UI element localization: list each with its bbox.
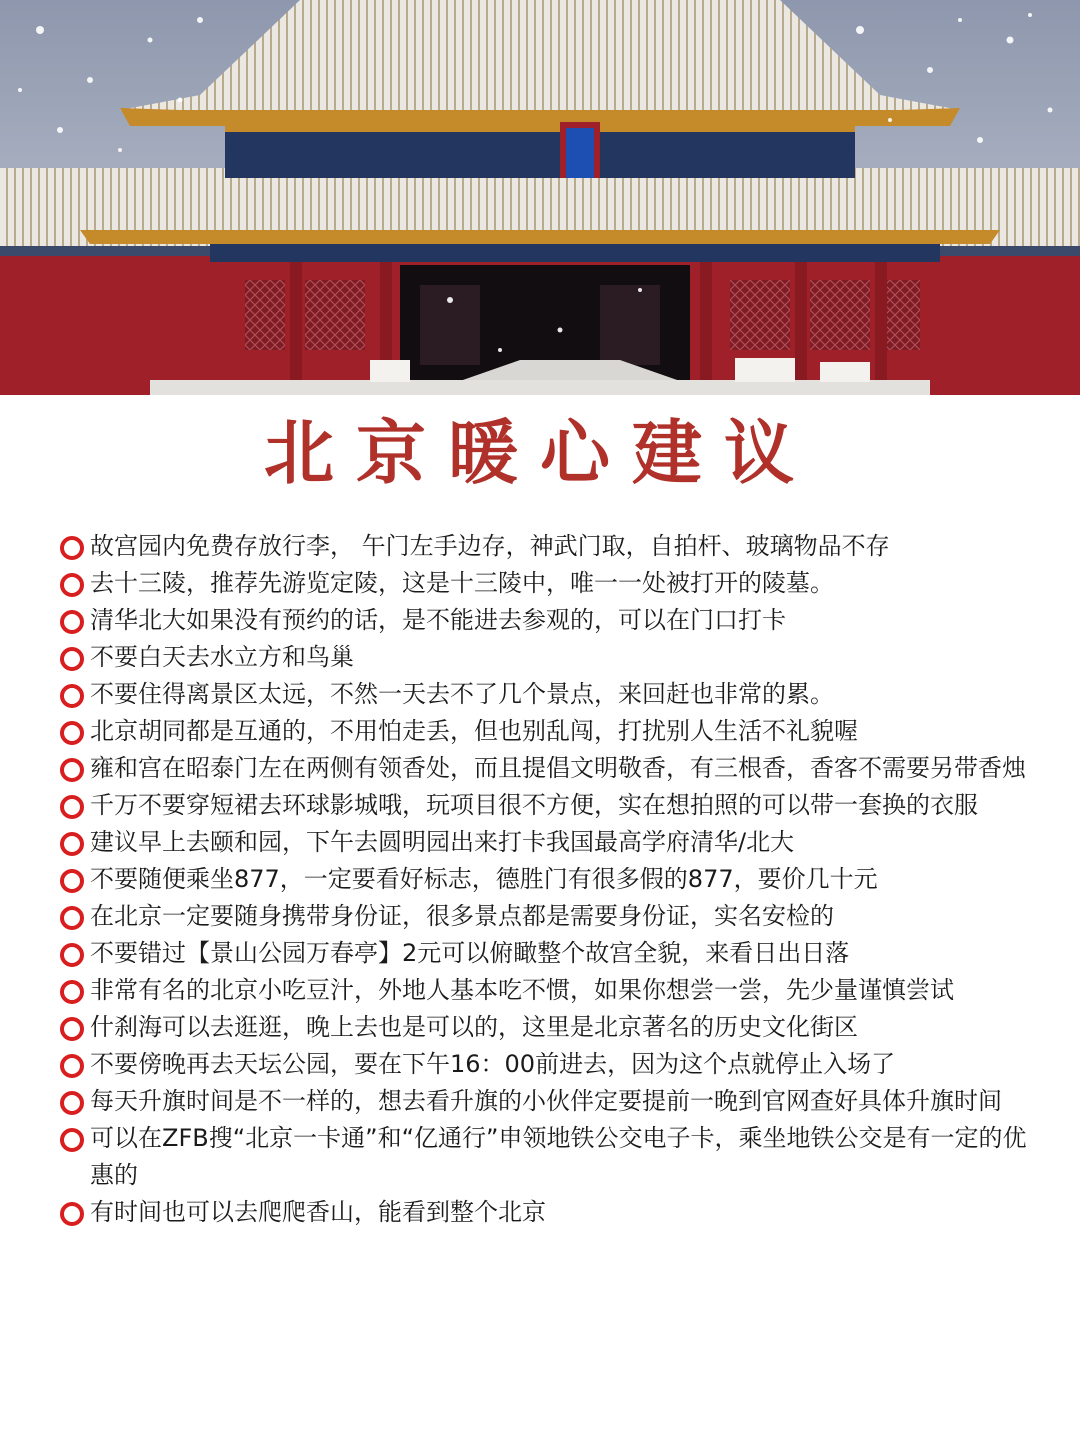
red-ring-icon (60, 832, 84, 856)
red-ring-icon (60, 758, 84, 782)
red-ring-icon (60, 536, 84, 560)
red-ring-icon (60, 943, 84, 967)
page-title: 北京暖心建议 (264, 412, 816, 494)
list-item: 不要错过【景山公园万春亭】2元可以俯瞰整个故宫全貌，来看日出日落 (58, 935, 1038, 972)
list-item: 什刹海可以去逛逛，晚上去也是可以的，这里是北京著名的历史文化街区 (58, 1009, 1038, 1046)
red-ring-icon (60, 869, 84, 893)
red-ring-icon (60, 795, 84, 819)
list-item: 有时间也可以去爬爬香山，能看到整个北京 (58, 1194, 1038, 1231)
list-item: 千万不要穿短裙去环球影城哦，玩项目很不方便，实在想拍照的可以带一套换的衣服 (58, 787, 1038, 824)
palace-illustration (0, 0, 1080, 395)
red-ring-icon (60, 1091, 84, 1115)
list-item: 不要傍晚再去天坛公园，要在下午16：00前进去，因为这个点就停止入场了 (58, 1046, 1038, 1083)
list-item: 雍和宫在昭泰门左在两侧有领香处，而且提倡文明敬香，有三根香，香客不需要另带香烛 (58, 750, 1038, 787)
list-item: 可以在ZFB搜“北京一卡通”和“亿通行”申领地铁公交电子卡，乘坐地铁公交是有一定的优惠的 (58, 1120, 1038, 1194)
red-ring-icon (60, 573, 84, 597)
list-item: 北京胡同都是互通的，不用怕走丢，但也别乱闯，打扰别人生活不礼貌喔 (58, 713, 1038, 750)
red-ring-icon (60, 647, 84, 671)
list-item: 非常有名的北京小吃豆汁，外地人基本吃不惯，如果你想尝一尝，先少量谨慎尝试 (58, 972, 1038, 1009)
red-ring-icon (60, 684, 84, 708)
list-item: 每天升旗时间是不一样的，想去看升旗的小伙伴定要提前一晚到官网查好具体升旗时间 (58, 1083, 1038, 1120)
red-ring-icon (60, 1128, 84, 1152)
list-item: 不要随便乘坐877，一定要看好标志，德胜门有很多假的877，要价几十元 (58, 861, 1038, 898)
red-ring-icon (60, 906, 84, 930)
red-ring-icon (60, 610, 84, 634)
tips-list (58, 528, 1038, 1231)
list-item: 不要白天去水立方和鸟巢 (58, 639, 1038, 676)
red-ring-icon (60, 1202, 84, 1226)
list-item: 去十三陵，推荐先游览定陵，这是十三陵中，唯一一处被打开的陵墓。 (58, 565, 1038, 602)
list-item: 清华北大如果没有预约的话，是不能进去参观的，可以在门口打卡 (58, 602, 1038, 639)
list-item: 建议早上去颐和园，下午去圆明园出来打卡我国最高学府清华/北大 (58, 824, 1038, 861)
red-ring-icon (60, 1054, 84, 1078)
list-item: 故宫园内免费存放行李， 午门左手边存，神武门取，自拍杆、玻璃物品不存 (58, 528, 1038, 565)
red-ring-icon (60, 721, 84, 745)
hero-photo (0, 0, 1080, 395)
red-ring-icon (60, 980, 84, 1004)
list-item: 在北京一定要随身携带身份证，很多景点都是需要身份证，实名安检的 (58, 898, 1038, 935)
red-ring-icon (60, 1017, 84, 1041)
list-item: 不要住得离景区太远，不然一天去不了几个景点，来回赶也非常的累。 (58, 676, 1038, 713)
